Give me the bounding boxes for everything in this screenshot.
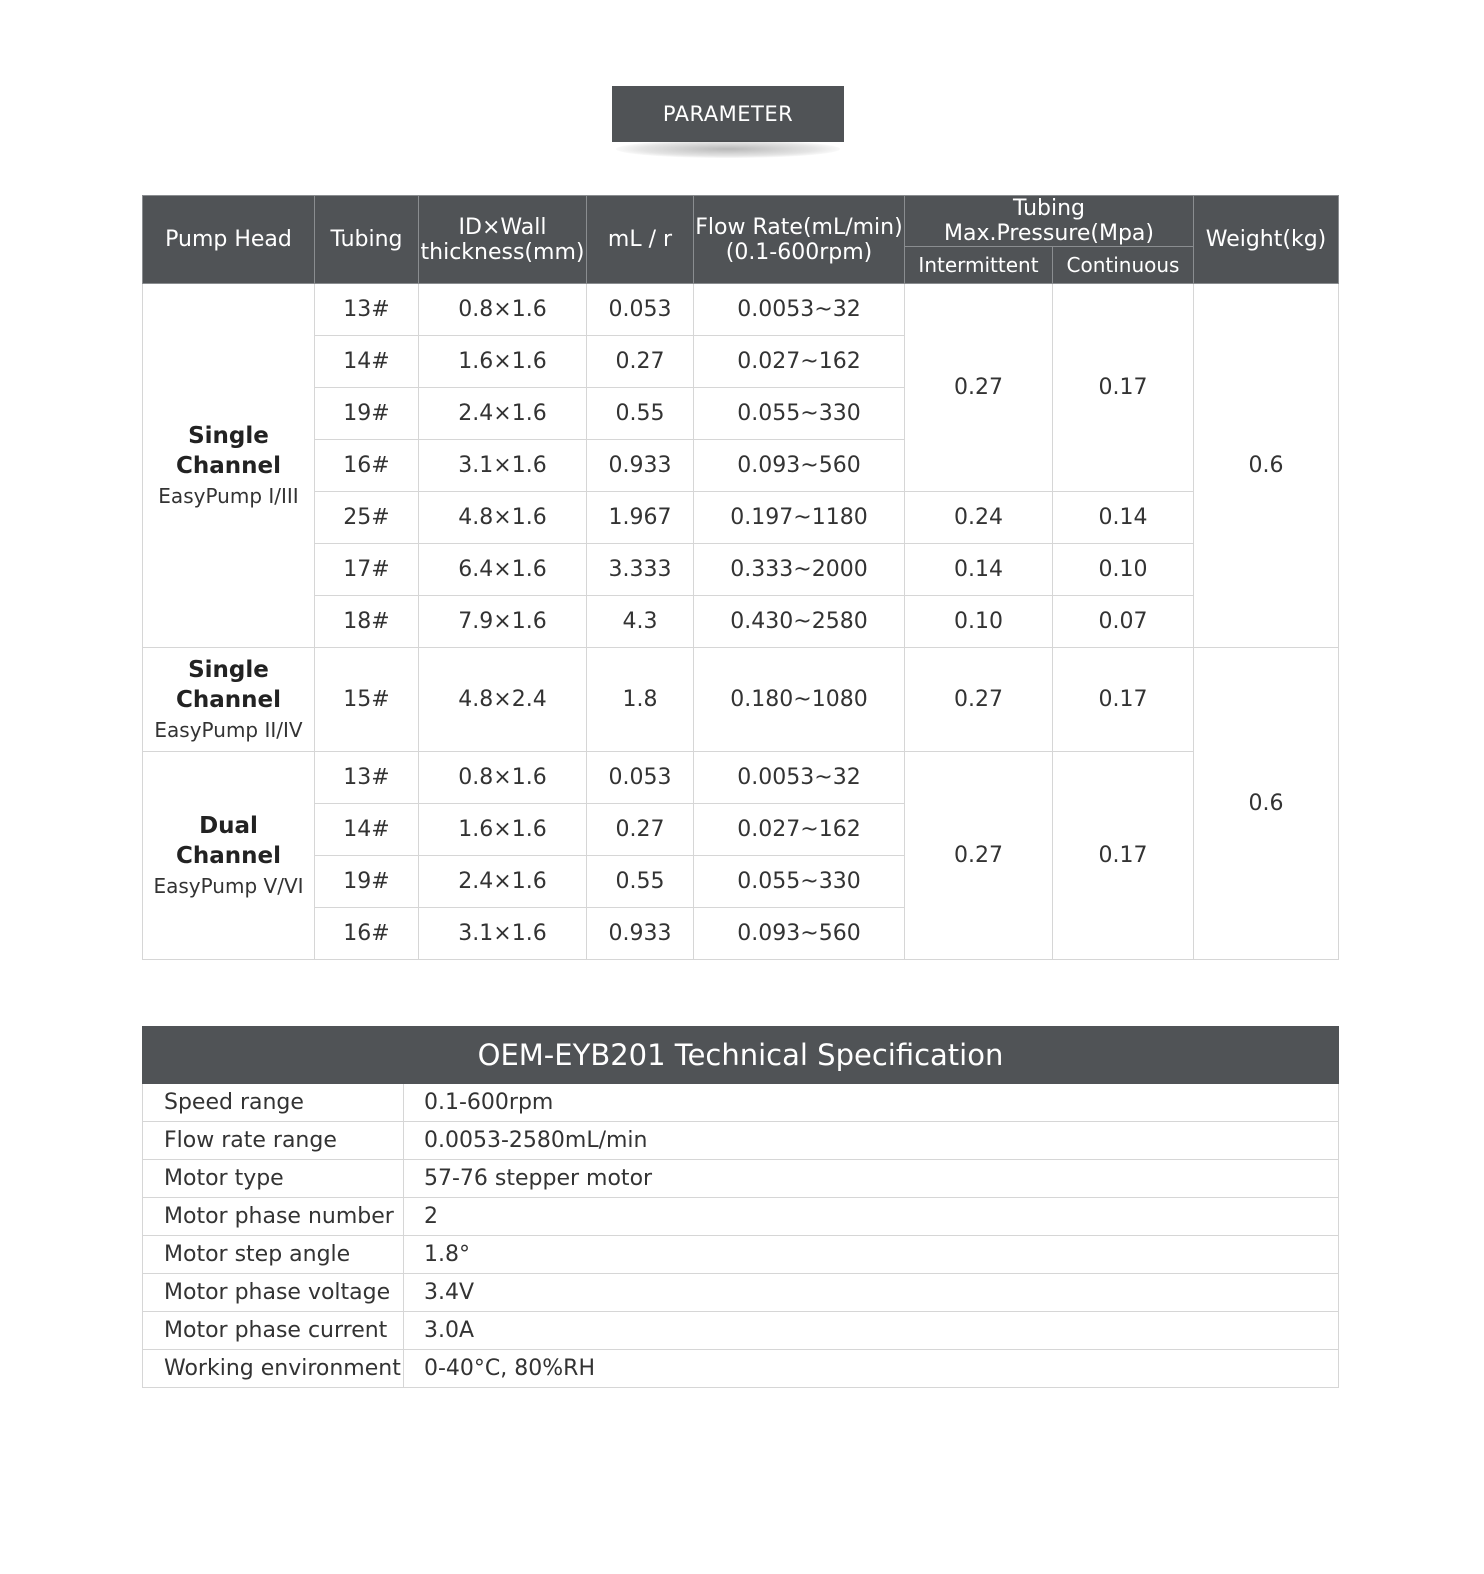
table-row — [143, 544, 1339, 596]
tubing-cell: 15# — [315, 648, 419, 752]
tubing-cell: 17# — [315, 544, 419, 596]
weight-cell: 0.6 — [1194, 284, 1339, 648]
ml-r-cell: 0.933 — [587, 908, 694, 960]
parameter-badge-shadow — [616, 140, 840, 158]
spec-key: Motor phase voltage — [143, 1274, 404, 1312]
continuous-cell: 0.17 — [1053, 648, 1194, 752]
id-wall-cell: 3.1×1.6 — [419, 440, 587, 492]
spec-row — [143, 1236, 1339, 1274]
id-wall-cell: 6.4×1.6 — [419, 544, 587, 596]
id-wall-cell: 7.9×1.6 — [419, 596, 587, 648]
spec-row — [143, 1274, 1339, 1312]
spec-value: 0-40°C, 80%RH — [404, 1350, 1339, 1388]
tubing-cell: 16# — [315, 440, 419, 492]
spec-row — [143, 1122, 1339, 1160]
continuous-cell: 0.17 — [1053, 284, 1194, 492]
header-tubing: Tubing — [315, 196, 419, 284]
spec-key: Speed range — [143, 1084, 404, 1122]
spec-title: OEM-EYB201 Technical Specification — [143, 1027, 1339, 1084]
table-row — [143, 648, 1339, 752]
header-pump-head: Pump Head — [143, 196, 315, 284]
id-wall-cell: 4.8×1.6 — [419, 492, 587, 544]
tubing-cell: 16# — [315, 908, 419, 960]
tubing-cell: 14# — [315, 336, 419, 388]
id-wall-cell: 0.8×1.6 — [419, 752, 587, 804]
flow-cell: 0.430~2580 — [694, 596, 905, 648]
ml-r-cell: 0.55 — [587, 856, 694, 908]
flow-cell: 0.197~1180 — [694, 492, 905, 544]
header-weight: Weight(kg) — [1194, 196, 1339, 284]
header-flow-rate-line2: (0.1-600rpm) — [725, 239, 873, 265]
intermittent-cell: 0.27 — [905, 284, 1053, 492]
spec-key: Working environment — [143, 1350, 404, 1388]
pump-head-group-3 — [143, 752, 315, 960]
tubing-cell: 25# — [315, 492, 419, 544]
tubing-cell: 14# — [315, 804, 419, 856]
ml-r-cell: 0.933 — [587, 440, 694, 492]
tubing-cell: 19# — [315, 856, 419, 908]
spec-row — [143, 1350, 1339, 1388]
tubing-cell: 19# — [315, 388, 419, 440]
continuous-cell: 0.14 — [1053, 492, 1194, 544]
parameter-badge — [612, 86, 844, 142]
header-continuous: Continuous — [1053, 247, 1194, 284]
table-row — [143, 596, 1339, 648]
spec-row — [143, 1084, 1339, 1122]
tubing-cell: 13# — [315, 752, 419, 804]
spec-value: 57-76 stepper motor — [404, 1160, 1339, 1198]
spec-row — [143, 1160, 1339, 1198]
id-wall-cell: 1.6×1.6 — [419, 804, 587, 856]
header-id-wall — [419, 196, 587, 284]
header-intermittent: Intermittent — [905, 247, 1053, 284]
intermittent-cell: 0.10 — [905, 596, 1053, 648]
group-subtitle: EasyPump V/VI — [153, 873, 304, 898]
flow-cell: 0.055~330 — [694, 388, 905, 440]
group-subtitle: EasyPump I/III — [158, 483, 299, 508]
spec-key: Motor type — [143, 1160, 404, 1198]
technical-spec-table — [142, 1026, 1339, 1388]
ml-r-cell: 0.27 — [587, 336, 694, 388]
ml-r-cell: 0.053 — [587, 752, 694, 804]
continuous-cell: 0.17 — [1053, 752, 1194, 960]
flow-cell: 0.0053~32 — [694, 752, 905, 804]
spec-row — [143, 1312, 1339, 1350]
flow-cell: 0.0053~32 — [694, 284, 905, 336]
header-max-pressure: Tubing Max.Pressure(Mpa) — [905, 196, 1194, 247]
intermittent-cell: 0.27 — [905, 752, 1053, 960]
parameter-badge-label: PARAMETER — [662, 102, 794, 126]
pump-head-group-2 — [143, 648, 315, 752]
continuous-cell: 0.07 — [1053, 596, 1194, 648]
spec-key: Motor step angle — [143, 1236, 404, 1274]
intermittent-cell: 0.24 — [905, 492, 1053, 544]
flow-cell: 0.055~330 — [694, 856, 905, 908]
intermittent-cell: 0.27 — [905, 648, 1053, 752]
spec-value: 0.1-600rpm — [404, 1084, 1339, 1122]
ml-r-cell: 1.967 — [587, 492, 694, 544]
flow-cell: 0.180~1080 — [694, 648, 905, 752]
header-flow-rate-line1: Flow Rate(mL/min) — [695, 214, 903, 240]
spec-value: 2 — [404, 1198, 1339, 1236]
ml-r-cell: 4.3 — [587, 596, 694, 648]
header-ml-per-rev: mL / r — [587, 196, 694, 284]
tubing-cell: 18# — [315, 596, 419, 648]
weight-cell: 0.6 — [1194, 648, 1339, 960]
ml-r-cell: 0.053 — [587, 284, 694, 336]
table-row — [143, 284, 1339, 336]
spec-value: 1.8° — [404, 1236, 1339, 1274]
spec-key: Motor phase current — [143, 1312, 404, 1350]
header-flow-rate — [694, 196, 905, 284]
id-wall-cell: 0.8×1.6 — [419, 284, 587, 336]
group-title: Dual Channel — [175, 812, 281, 869]
flow-cell: 0.027~162 — [694, 336, 905, 388]
header-id-wall-line2: thickness(mm) — [420, 239, 585, 265]
tubing-cell: 13# — [315, 284, 419, 336]
flow-cell: 0.093~560 — [694, 440, 905, 492]
spec-key: Flow rate range — [143, 1122, 404, 1160]
group-title: Single Channel — [175, 422, 281, 479]
id-wall-cell: 1.6×1.6 — [419, 336, 587, 388]
flow-cell: 0.027~162 — [694, 804, 905, 856]
ml-r-cell: 1.8 — [587, 648, 694, 752]
spec-value: 3.4V — [404, 1274, 1339, 1312]
continuous-cell: 0.10 — [1053, 544, 1194, 596]
id-wall-cell: 2.4×1.6 — [419, 388, 587, 440]
ml-r-cell: 0.55 — [587, 388, 694, 440]
spec-key: Motor phase number — [143, 1198, 404, 1236]
flow-cell: 0.333~2000 — [694, 544, 905, 596]
flow-cell: 0.093~560 — [694, 908, 905, 960]
group-subtitle: EasyPump II/IV — [154, 717, 303, 742]
spec-row — [143, 1198, 1339, 1236]
ml-r-cell: 0.27 — [587, 804, 694, 856]
header-id-wall-line1: ID×Wall — [458, 214, 547, 240]
id-wall-cell: 2.4×1.6 — [419, 856, 587, 908]
parameter-table — [142, 195, 1339, 960]
table-row — [143, 492, 1339, 544]
spec-value: 3.0A — [404, 1312, 1339, 1350]
ml-r-cell: 3.333 — [587, 544, 694, 596]
pump-head-group-1 — [143, 284, 315, 648]
spec-value: 0.0053-2580mL/min — [404, 1122, 1339, 1160]
id-wall-cell: 3.1×1.6 — [419, 908, 587, 960]
id-wall-cell: 4.8×2.4 — [419, 648, 587, 752]
group-title: Single Channel — [175, 656, 281, 713]
table-row — [143, 752, 1339, 804]
intermittent-cell: 0.14 — [905, 544, 1053, 596]
